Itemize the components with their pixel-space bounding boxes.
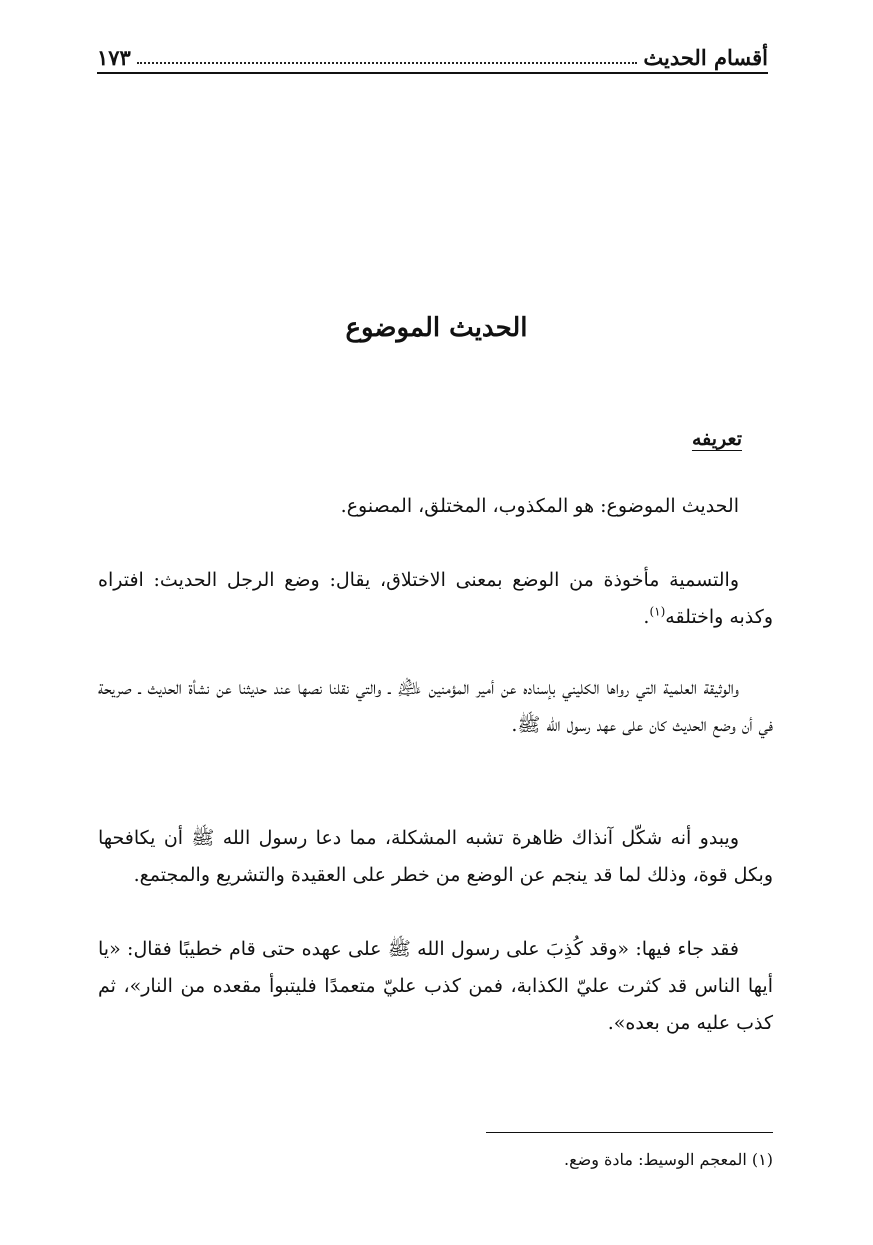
paragraph-phenomenon-text: ويبدو أنه شكّل آنذاك ظاهرة تشبه المشكلة، مما دعا رسول الله ﷺ أن يكافحها وبكل قوة، وذلك لما قد ينجم عن الوضع من خطر على العقيدة والتشريع والمجتمع.	[98, 827, 773, 886]
running-header-title: أقسام الحديث	[643, 45, 768, 70]
paragraph-etymology-text: والتسمية مأخوذة من الوضع بمعنى الاختلاق، يقال: وضع الرجل الحديث: افتراه وكذبه واختلقه	[98, 569, 773, 628]
paragraph-phenomenon	[98, 820, 773, 894]
running-header	[97, 40, 768, 70]
running-header-leader-dots	[137, 61, 638, 64]
header-rule	[97, 72, 768, 74]
chapter-title: الحديث الموضوع	[345, 313, 528, 343]
footnote: (١) المعجم الوسيط: مادة وضع.	[564, 1150, 773, 1169]
paragraph-definition	[98, 488, 773, 525]
footnote-rule	[486, 1132, 773, 1133]
paragraph-etymology	[98, 562, 773, 636]
paragraph-etymology-end: .	[643, 606, 650, 628]
section-heading: تعريفه	[691, 428, 742, 450]
paragraph-quotation-text: فقد جاء فيها: «وقد كُذِبَ على رسول الله ﷺ على عهده حتى قام خطيبًا فقال: «يا أيها الناس قد كثرت عليّ الكذابة، فمن كذب عليّ متعمدًا فليتبوأ مقعده من النار»، ثم كذب عليه من بعده».	[98, 938, 773, 1034]
paragraph-quotation	[98, 931, 773, 1042]
paragraph-definition-text: الحديث الموضوع: هو المكذوب، المختلق، المصنوع.	[340, 495, 739, 517]
paragraph-document	[98, 670, 773, 744]
page-number: ١٧٣	[97, 45, 131, 70]
footnote-marker[interactable]: (١)	[649, 604, 666, 619]
paragraph-document-text: والوثيقة العلمية التي رواها الكليني بإسناده عن أمير المؤمنين ﵇ ـ والتي نقلنا نصها عند حديثنا عن نشأة الحديث ـ صريحة في أن وضع الحديث كان على عهد رسول الله ﷺ.	[98, 677, 773, 736]
